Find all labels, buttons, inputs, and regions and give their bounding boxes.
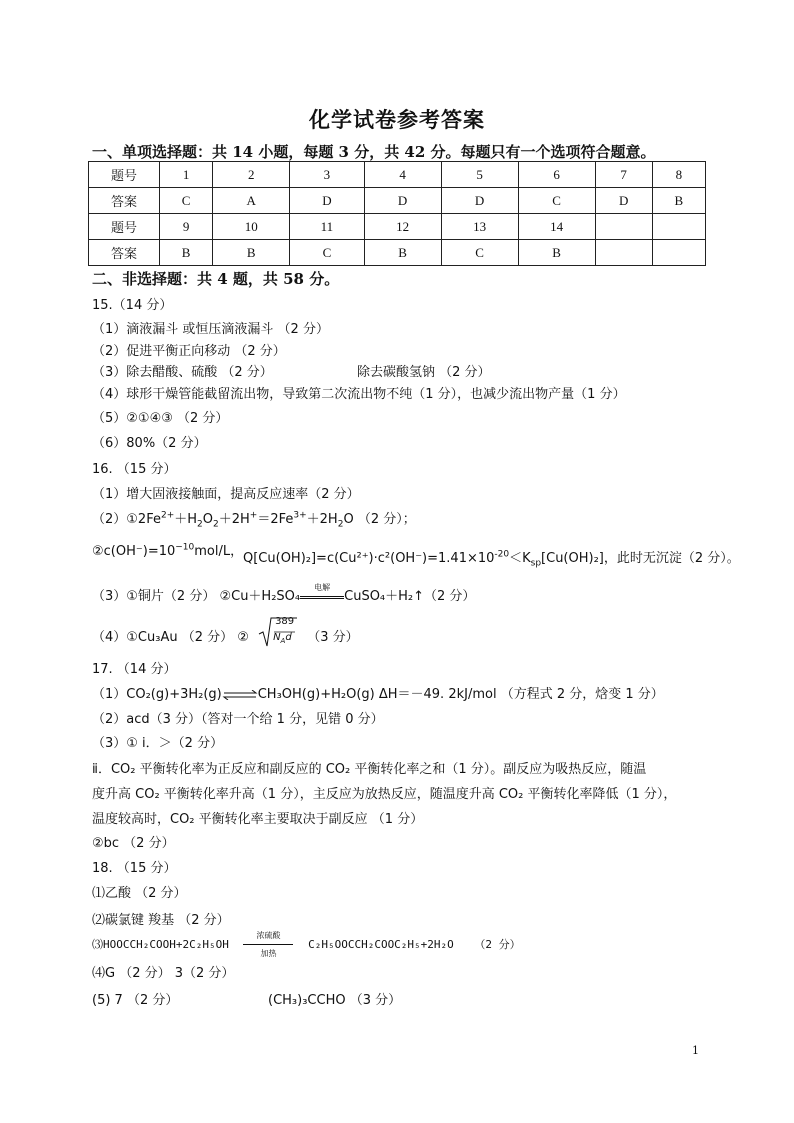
table-cell: 7: [595, 162, 652, 188]
section2-heading: 二、非选择题：共 4 题，共 58 分。: [92, 270, 340, 288]
sqrt-fraction: 389 $N_Ad$: [257, 622, 297, 652]
table-cell: 14: [518, 214, 595, 240]
q18-line5a: (5) 7 （2 分）: [92, 993, 179, 1008]
q15-line3b: 除去碳酸氢钠 （2 分）: [357, 365, 491, 380]
q17-line2: （2）acd（3 分）（答对一个给 1 分，见错 0 分）: [92, 712, 384, 727]
table-cell: 13: [441, 214, 518, 240]
q16-line2: $(2)①2Fe^{2+}+H_2O_2+2H^+=2Fe^{3+}+2H_2O$ （2 分）；: [92, 508, 416, 530]
table-cell: 6: [518, 162, 595, 188]
table-cell: 4: [364, 162, 441, 188]
page-title: 化学试卷参考答案: [309, 107, 485, 132]
q16-head: 16. （15 分）: [92, 462, 177, 477]
table-cell: [652, 214, 705, 240]
table-row: [89, 214, 706, 240]
table-cell: D: [441, 188, 518, 214]
table-cell: [595, 214, 652, 240]
q15-line6: （6）80%（2 分）: [92, 436, 207, 451]
q15-line3a: （3）除去醋酸、硫酸 （2 分）: [92, 365, 273, 380]
page-number: 1: [692, 1044, 699, 1057]
table-cell: C: [441, 240, 518, 266]
table-cell: 9: [160, 214, 213, 240]
table-row-header: 答案: [89, 188, 160, 214]
q17-line5: 度升高 CO₂ 平衡转化率升高（1 分），主反应为放热反应，随温度升高 CO₂ 平衡转化率降低（1 分），: [92, 787, 677, 802]
q15-line4: （4）球形干燥管能截留流出物，导致第二次流出物不纯（1 分），也减少流出物产量（1 分）: [92, 387, 626, 402]
q18-head: 18. （15 分）: [92, 861, 177, 876]
q15-line2: （2）促进平衡正向移动 （2 分）: [92, 344, 286, 359]
table-cell: 8: [652, 162, 705, 188]
table-row: [89, 188, 706, 214]
q16-line2b-a: $②c(OH^-)=10^{-10}mol/L$，: [92, 542, 244, 559]
table-cell: 5: [441, 162, 518, 188]
q16-line4: （4）①Cu₃Au （2 分） ② 389 $N_Ad$ （3 分）: [92, 622, 359, 652]
q15-line5: （5）②①④③ （2 分）: [92, 411, 229, 426]
table-cell: C: [160, 188, 213, 214]
table-cell: 1: [160, 162, 213, 188]
q17-line3: （3）① i．＞（2 分）: [92, 736, 224, 751]
q17-line7: ②bc （2 分）: [92, 836, 175, 851]
q17-line6: 温度较高时，CO₂ 平衡转化率主要取决于副反应 （1 分）: [92, 812, 424, 827]
table-cell: B: [518, 240, 595, 266]
table-row-header: 题号: [89, 214, 160, 240]
reaction-arrow-icon: 浓硫酸 加热: [243, 938, 293, 952]
q18-line2: ⑵碳氯键 羧基 （2 分）: [92, 913, 230, 928]
section1-heading: 一、单项选择题：共 14 小题，每题 3 分，共 42 分。每题只有一个选项符合题意。: [92, 143, 656, 161]
q17-head: 17. （14 分）: [92, 662, 177, 677]
table-cell: 2: [213, 162, 290, 188]
table-cell: 12: [364, 214, 441, 240]
table-row-header: 答案: [89, 240, 160, 266]
q15-head: 15.（14 分）: [92, 298, 173, 313]
q16-line2b-b: $Q[Cu(OH)_2]=c(Cu^{2+})\cdot c^2(OH^-)=1.41\times 10^{-20}<K_{sp}[Cu(OH)_2]$，此时无沉淀（2 分）。: [243, 549, 740, 569]
table-row-header: 题号: [89, 162, 160, 188]
q17-line1: （1）CO₂(g)+3H₂(g) CH₃OH(g)+H₂O(g) ΔH＝－49. 2kJ/mol （方程式 2 分，焓变 1 分）: [92, 687, 664, 702]
table-cell: A: [213, 188, 290, 214]
table-cell: C: [290, 240, 364, 266]
table-row: [89, 162, 706, 188]
q15-line1: （1）滴液漏斗 或恒压滴液漏斗 （2 分）: [92, 322, 329, 337]
table-cell: 3: [290, 162, 364, 188]
table-row: [89, 240, 706, 266]
table-cell: D: [595, 188, 652, 214]
answer-table: [88, 161, 706, 266]
table-cell: [652, 240, 705, 266]
q16-line3: （3）①铜片（2 分） ②Cu＋H₂SO₄ 电解 CuSO₄＋H₂↑（2 分）: [92, 582, 476, 604]
table-cell: D: [364, 188, 441, 214]
table-cell: [595, 240, 652, 266]
table-cell: D: [290, 188, 364, 214]
q18-line1: ⑴乙酸 （2 分）: [92, 886, 187, 901]
q18-line5b: (CH₃)₃CCHO （3 分）: [268, 993, 402, 1008]
table-cell: B: [160, 240, 213, 266]
q16-line1: （1）增大固液接触面，提高反应速率（2 分）: [92, 487, 360, 502]
table-cell: C: [518, 188, 595, 214]
equals-arrow-icon: 电解: [300, 590, 344, 604]
q17-line4: ⅱ．CO₂ 平衡转化率为正反应和副反应的 CO₂ 平衡转化率之和（1 分）。副反应为吸热反应，随温: [92, 762, 647, 777]
q16-line2-prefix: （2）①2Fe: [92, 512, 161, 527]
table-cell: B: [652, 188, 705, 214]
q18-line4: ⑷G （2 分） 3（2 分）: [92, 966, 235, 981]
q16-line2-score: （2 分）；: [357, 512, 416, 527]
table-cell: B: [213, 240, 290, 266]
table-cell: B: [364, 240, 441, 266]
table-cell: 11: [290, 214, 364, 240]
q18-line3: ⑶HOOCCH₂COOH+2C₂H₅OH 浓硫酸 加热 C₂H₅OOCCH₂COOC₂H₅+2H₂O （2 分）: [92, 931, 521, 958]
equilibrium-arrow-icon: [222, 690, 258, 700]
table-cell: 10: [213, 214, 290, 240]
